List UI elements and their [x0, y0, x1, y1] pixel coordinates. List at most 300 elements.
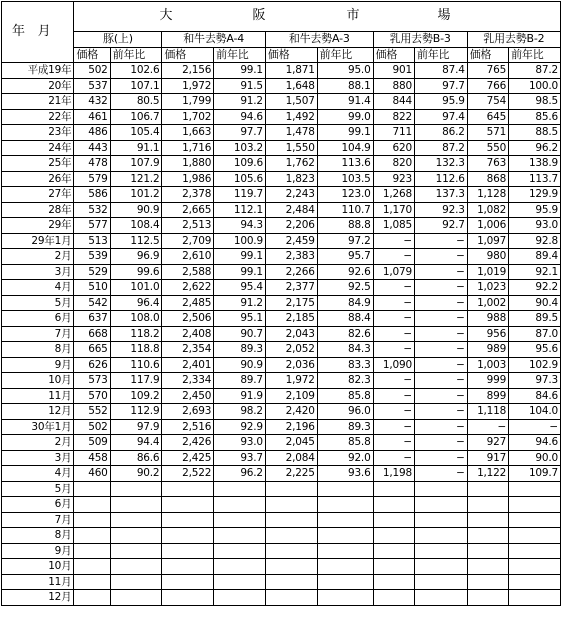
- price-cell: 478: [74, 156, 110, 172]
- row-label: 20年: [2, 78, 74, 94]
- row-label: 12月: [2, 404, 74, 420]
- price-cell: 1,716: [162, 140, 214, 156]
- ratio-cell: 85.8: [317, 435, 373, 451]
- price-cell: 1,023: [467, 280, 508, 296]
- ratio-cell: 96.9: [110, 249, 162, 265]
- ratio-cell: [110, 559, 162, 575]
- price-cell: [265, 590, 317, 606]
- price-cell: [74, 481, 110, 497]
- ratio-cell: [509, 497, 561, 513]
- table-row: [2, 156, 561, 172]
- row-label: 10月: [2, 373, 74, 389]
- table-row: [2, 466, 561, 482]
- price-cell: 573: [74, 373, 110, 389]
- price-cell: 2,175: [265, 295, 317, 311]
- price-cell: 763: [467, 156, 508, 172]
- ratio-subheader: 前年比: [110, 47, 162, 63]
- ratio-cell: 102.9: [509, 357, 561, 373]
- price-cell: −: [373, 280, 414, 296]
- market-title-char-1: 大: [159, 8, 173, 23]
- ratio-cell: [414, 590, 467, 606]
- price-cell: [162, 590, 214, 606]
- ratio-cell: [509, 528, 561, 544]
- ratio-cell: −: [414, 326, 467, 342]
- price-cell: −: [373, 311, 414, 327]
- ratio-cell: [414, 497, 467, 513]
- price-cell: 2,420: [265, 404, 317, 420]
- ratio-cell: [214, 574, 266, 590]
- ratio-cell: [414, 528, 467, 544]
- price-cell: [373, 590, 414, 606]
- market-title-char-2: 阪: [252, 8, 266, 23]
- price-cell: 542: [74, 295, 110, 311]
- row-label: 4月: [2, 280, 74, 296]
- price-cell: 1,085: [373, 218, 414, 234]
- ratio-cell: −: [414, 280, 467, 296]
- table-row: [2, 404, 561, 420]
- ratio-cell: 86.6: [110, 450, 162, 466]
- price-cell: [74, 497, 110, 513]
- ratio-cell: 86.2: [414, 125, 467, 141]
- ratio-cell: [414, 481, 467, 497]
- ratio-cell: 95.1: [214, 311, 266, 327]
- price-cell: [373, 574, 414, 590]
- price-cell: 1,550: [265, 140, 317, 156]
- table-row: [2, 342, 561, 358]
- price-cell: [74, 543, 110, 559]
- ratio-cell: 94.4: [110, 435, 162, 451]
- ratio-cell: 99.1: [214, 264, 266, 280]
- ratio-cell: 87.0: [509, 326, 561, 342]
- price-cell: [467, 590, 508, 606]
- row-label: 9月: [2, 357, 74, 373]
- price-cell: 765: [467, 63, 508, 79]
- price-subheader: 価格: [467, 47, 508, 63]
- ratio-cell: [110, 497, 162, 513]
- ratio-cell: [509, 590, 561, 606]
- group-header-wagyu-a3: 和牛去勢A-3: [265, 32, 373, 48]
- table-row: [2, 481, 561, 497]
- ratio-cell: 108.4: [110, 218, 162, 234]
- price-cell: 1,702: [162, 109, 214, 125]
- price-cell: 2,377: [265, 280, 317, 296]
- row-label: 21年: [2, 94, 74, 110]
- price-cell: 820: [373, 156, 414, 172]
- price-cell: 1,019: [467, 264, 508, 280]
- price-cell: 460: [74, 466, 110, 482]
- ratio-cell: 103.2: [214, 140, 266, 156]
- table-row: [2, 373, 561, 389]
- ratio-cell: 112.6: [414, 171, 467, 187]
- ratio-cell: 104.0: [509, 404, 561, 420]
- ratio-cell: 89.3: [317, 419, 373, 435]
- price-cell: 1,507: [265, 94, 317, 110]
- price-cell: 2,036: [265, 357, 317, 373]
- price-cell: [467, 543, 508, 559]
- row-label: 6月: [2, 497, 74, 513]
- ratio-cell: 91.4: [317, 94, 373, 110]
- ratio-cell: 84.3: [317, 342, 373, 358]
- ratio-cell: 91.9: [214, 388, 266, 404]
- ratio-cell: 101.0: [110, 280, 162, 296]
- price-cell: 1,097: [467, 233, 508, 249]
- ratio-cell: 97.9: [110, 419, 162, 435]
- price-cell: 1,478: [265, 125, 317, 141]
- table-row: [2, 590, 561, 606]
- ratio-cell: −: [509, 419, 561, 435]
- ratio-cell: 92.8: [509, 233, 561, 249]
- ratio-cell: 88.8: [317, 218, 373, 234]
- price-cell: 1,823: [265, 171, 317, 187]
- ratio-cell: [509, 512, 561, 528]
- price-cell: 510: [74, 280, 110, 296]
- price-cell: 2,109: [265, 388, 317, 404]
- ratio-cell: [509, 574, 561, 590]
- table-row: [2, 218, 561, 234]
- row-label: 6月: [2, 311, 74, 327]
- ratio-cell: [317, 497, 373, 513]
- ratio-cell: 100.0: [509, 78, 561, 94]
- price-cell: [467, 528, 508, 544]
- row-label: 7月: [2, 326, 74, 342]
- price-cell: −: [373, 388, 414, 404]
- ratio-cell: 92.7: [414, 218, 467, 234]
- ratio-cell: 106.7: [110, 109, 162, 125]
- ratio-cell: 87.2: [509, 63, 561, 79]
- row-label: 3月: [2, 450, 74, 466]
- price-cell: 665: [74, 342, 110, 358]
- price-cell: 868: [467, 171, 508, 187]
- ratio-cell: 92.3: [414, 202, 467, 218]
- price-cell: 917: [467, 450, 508, 466]
- price-cell: 2,243: [265, 187, 317, 203]
- price-cell: 1,663: [162, 125, 214, 141]
- price-cell: [74, 574, 110, 590]
- table-row: [2, 249, 561, 265]
- price-cell: 532: [74, 202, 110, 218]
- ratio-cell: [509, 543, 561, 559]
- ratio-cell: 92.9: [214, 419, 266, 435]
- osaka-market-price-table: [1, 1, 561, 606]
- ratio-cell: 99.6: [110, 264, 162, 280]
- price-cell: 626: [74, 357, 110, 373]
- price-cell: [265, 497, 317, 513]
- ratio-cell: 82.3: [317, 373, 373, 389]
- ratio-cell: 105.4: [110, 125, 162, 141]
- ratio-cell: 94.6: [214, 109, 266, 125]
- ratio-cell: 89.3: [214, 342, 266, 358]
- ratio-cell: 90.0: [509, 450, 561, 466]
- price-cell: 766: [467, 78, 508, 94]
- price-cell: 1,079: [373, 264, 414, 280]
- price-cell: 999: [467, 373, 508, 389]
- ratio-cell: 88.4: [317, 311, 373, 327]
- price-cell: −: [373, 326, 414, 342]
- ratio-subheader: 前年比: [214, 47, 266, 63]
- ratio-cell: 103.5: [317, 171, 373, 187]
- market-title-char-3: 市: [346, 8, 360, 23]
- ratio-cell: 83.3: [317, 357, 373, 373]
- price-cell: [265, 481, 317, 497]
- table-row: [2, 187, 561, 203]
- price-cell: 1,090: [373, 357, 414, 373]
- ratio-cell: 104.9: [317, 140, 373, 156]
- row-label: 11月: [2, 388, 74, 404]
- price-subheader: 価格: [373, 47, 414, 63]
- ratio-cell: −: [414, 373, 467, 389]
- price-cell: 2,378: [162, 187, 214, 203]
- price-cell: [373, 543, 414, 559]
- ratio-cell: [110, 543, 162, 559]
- price-cell: −: [373, 419, 414, 435]
- price-cell: 2,450: [162, 388, 214, 404]
- price-cell: 2,206: [265, 218, 317, 234]
- ratio-cell: −: [414, 249, 467, 265]
- table-row: [2, 94, 561, 110]
- row-label: 23年: [2, 125, 74, 141]
- price-cell: 458: [74, 450, 110, 466]
- ratio-cell: 112.9: [110, 404, 162, 420]
- row-label: 5月: [2, 295, 74, 311]
- price-cell: [265, 574, 317, 590]
- price-cell: 2,196: [265, 419, 317, 435]
- price-cell: [265, 528, 317, 544]
- price-cell: [74, 512, 110, 528]
- ratio-cell: 100.9: [214, 233, 266, 249]
- price-cell: 2,084: [265, 450, 317, 466]
- market-title-cell: [74, 2, 561, 32]
- price-cell: [74, 590, 110, 606]
- price-cell: −: [373, 233, 414, 249]
- ratio-cell: 95.9: [509, 202, 561, 218]
- ratio-cell: 121.2: [110, 171, 162, 187]
- ratio-cell: 110.6: [110, 357, 162, 373]
- table-row: [2, 512, 561, 528]
- price-cell: [467, 481, 508, 497]
- ratio-cell: 93.6: [317, 466, 373, 482]
- ratio-cell: 89.7: [214, 373, 266, 389]
- ratio-cell: −: [414, 342, 467, 358]
- price-cell: 2,156: [162, 63, 214, 79]
- ratio-cell: −: [414, 357, 467, 373]
- price-cell: [373, 481, 414, 497]
- table-row: [2, 357, 561, 373]
- price-cell: 461: [74, 109, 110, 125]
- ratio-cell: [509, 559, 561, 575]
- price-cell: −: [373, 450, 414, 466]
- price-cell: 2,513: [162, 218, 214, 234]
- price-cell: 711: [373, 125, 414, 141]
- ratio-cell: [509, 481, 561, 497]
- row-label: 10月: [2, 559, 74, 575]
- ratio-cell: [214, 481, 266, 497]
- ratio-cell: 98.2: [214, 404, 266, 420]
- ratio-cell: 109.7: [509, 466, 561, 482]
- price-cell: −: [467, 419, 508, 435]
- ratio-cell: 138.9: [509, 156, 561, 172]
- price-cell: 1,268: [373, 187, 414, 203]
- ratio-cell: −: [414, 404, 467, 420]
- ratio-cell: 90.9: [214, 357, 266, 373]
- ratio-cell: 99.0: [317, 109, 373, 125]
- ratio-cell: 108.0: [110, 311, 162, 327]
- price-cell: 2,459: [265, 233, 317, 249]
- price-cell: 901: [373, 63, 414, 79]
- ratio-cell: 87.4: [414, 63, 467, 79]
- row-label: 2月: [2, 249, 74, 265]
- price-cell: 486: [74, 125, 110, 141]
- ratio-cell: 129.9: [509, 187, 561, 203]
- price-cell: 539: [74, 249, 110, 265]
- price-cell: 571: [467, 125, 508, 141]
- ratio-cell: 80.5: [110, 94, 162, 110]
- ratio-cell: 91.2: [214, 295, 266, 311]
- price-cell: 989: [467, 342, 508, 358]
- table-row: [2, 264, 561, 280]
- row-label: 2月: [2, 435, 74, 451]
- price-cell: 570: [74, 388, 110, 404]
- price-cell: 509: [74, 435, 110, 451]
- price-cell: 2,426: [162, 435, 214, 451]
- ratio-cell: 99.1: [214, 249, 266, 265]
- ratio-cell: −: [414, 419, 467, 435]
- ratio-cell: [110, 512, 162, 528]
- price-cell: 1,002: [467, 295, 508, 311]
- table-row: [2, 63, 561, 79]
- price-cell: 552: [74, 404, 110, 420]
- price-cell: 2,610: [162, 249, 214, 265]
- row-label: 11月: [2, 574, 74, 590]
- ratio-cell: [214, 559, 266, 575]
- price-cell: [265, 543, 317, 559]
- ratio-cell: 90.7: [214, 326, 266, 342]
- ratio-cell: 82.6: [317, 326, 373, 342]
- table-row: [2, 528, 561, 544]
- ratio-cell: −: [414, 466, 467, 482]
- ratio-cell: 96.2: [214, 466, 266, 482]
- table-row: [2, 125, 561, 141]
- ratio-cell: 96.0: [317, 404, 373, 420]
- ratio-cell: 88.1: [317, 78, 373, 94]
- price-cell: 1,198: [373, 466, 414, 482]
- price-cell: 1,003: [467, 357, 508, 373]
- price-cell: 2,383: [265, 249, 317, 265]
- ratio-cell: 95.7: [317, 249, 373, 265]
- price-cell: [74, 559, 110, 575]
- table-row: [2, 202, 561, 218]
- price-cell: [162, 512, 214, 528]
- ratio-cell: [317, 559, 373, 575]
- ratio-cell: 91.1: [110, 140, 162, 156]
- ratio-cell: 88.5: [509, 125, 561, 141]
- price-cell: 2,185: [265, 311, 317, 327]
- year-month-header: 年 月: [2, 2, 74, 63]
- price-cell: −: [373, 435, 414, 451]
- ratio-cell: [414, 543, 467, 559]
- ratio-cell: [317, 590, 373, 606]
- price-cell: 1,799: [162, 94, 214, 110]
- ratio-cell: 101.2: [110, 187, 162, 203]
- row-label: 4月: [2, 466, 74, 482]
- price-cell: 513: [74, 233, 110, 249]
- price-cell: [162, 528, 214, 544]
- price-cell: [467, 497, 508, 513]
- ratio-cell: 92.2: [509, 280, 561, 296]
- row-label: 29年: [2, 218, 74, 234]
- table-row: [2, 419, 561, 435]
- ratio-cell: 85.8: [317, 388, 373, 404]
- ratio-cell: 107.9: [110, 156, 162, 172]
- ratio-cell: [110, 574, 162, 590]
- ratio-cell: 85.6: [509, 109, 561, 125]
- ratio-cell: 97.4: [414, 109, 467, 125]
- price-cell: 1,648: [265, 78, 317, 94]
- sheet-area: [1, 1, 561, 606]
- price-cell: −: [373, 295, 414, 311]
- table-row: [2, 140, 561, 156]
- ratio-cell: 91.5: [214, 78, 266, 94]
- price-cell: 923: [373, 171, 414, 187]
- price-cell: 754: [467, 94, 508, 110]
- ratio-cell: [317, 528, 373, 544]
- price-cell: 443: [74, 140, 110, 156]
- ratio-cell: 93.0: [214, 435, 266, 451]
- price-cell: 529: [74, 264, 110, 280]
- table-row: [2, 109, 561, 125]
- price-cell: 2,516: [162, 419, 214, 435]
- price-cell: 2,484: [265, 202, 317, 218]
- row-label: 26年: [2, 171, 74, 187]
- row-label: 27年: [2, 187, 74, 203]
- price-cell: −: [373, 373, 414, 389]
- ratio-cell: 92.0: [317, 450, 373, 466]
- price-cell: [74, 528, 110, 544]
- ratio-cell: −: [414, 311, 467, 327]
- price-subheader: 価格: [265, 47, 317, 63]
- ratio-cell: [214, 512, 266, 528]
- ratio-cell: 109.2: [110, 388, 162, 404]
- table-row: [2, 543, 561, 559]
- ratio-cell: 96.2: [509, 140, 561, 156]
- price-cell: 822: [373, 109, 414, 125]
- price-cell: 2,485: [162, 295, 214, 311]
- price-cell: 927: [467, 435, 508, 451]
- price-cell: [162, 559, 214, 575]
- price-cell: 2,522: [162, 466, 214, 482]
- price-cell: 2,354: [162, 342, 214, 358]
- price-cell: 2,052: [265, 342, 317, 358]
- ratio-cell: 102.6: [110, 63, 162, 79]
- price-cell: [373, 497, 414, 513]
- ratio-cell: −: [414, 388, 467, 404]
- row-label: 22年: [2, 109, 74, 125]
- price-cell: 620: [373, 140, 414, 156]
- ratio-cell: 95.0: [317, 63, 373, 79]
- ratio-cell: 92.6: [317, 264, 373, 280]
- ratio-cell: 107.1: [110, 78, 162, 94]
- row-label: 3月: [2, 264, 74, 280]
- ratio-cell: 84.6: [509, 388, 561, 404]
- row-label: 7月: [2, 512, 74, 528]
- price-cell: [373, 528, 414, 544]
- price-cell: 2,045: [265, 435, 317, 451]
- group-header-dairy-b2: 乳用去勢B-2: [467, 32, 560, 48]
- price-cell: 1,871: [265, 63, 317, 79]
- table-row: [2, 280, 561, 296]
- ratio-cell: 94.6: [509, 435, 561, 451]
- table-row: [2, 171, 561, 187]
- ratio-cell: [414, 574, 467, 590]
